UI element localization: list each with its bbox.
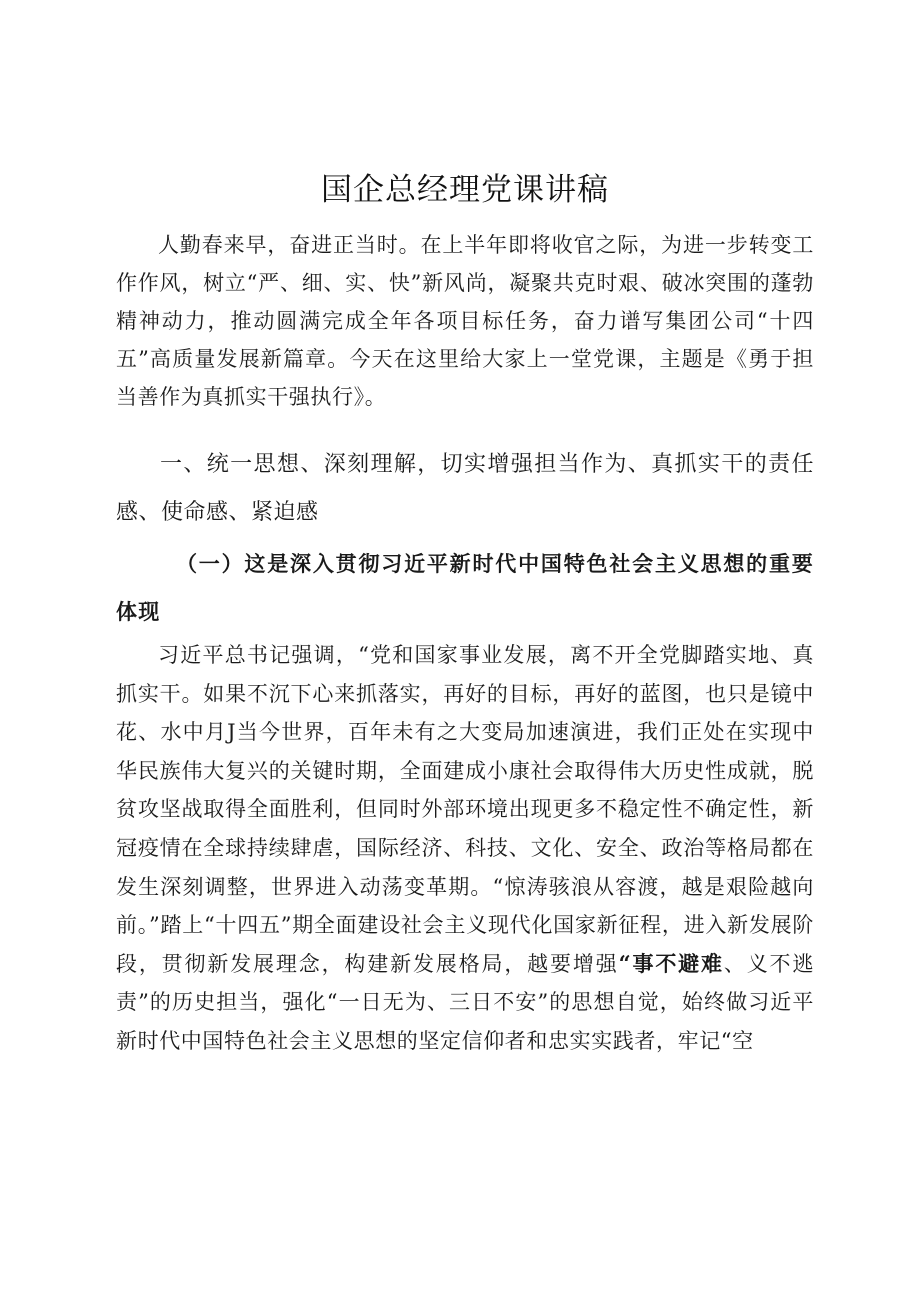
document-title: 国企总经理党课讲稿 [321,172,609,208]
subsection-heading-1: （一）这是深入贯彻习近平新时代中国特色社会主义思想的重要体现 [116,551,814,624]
body-text-part-1: 习近平总书记强调，“党和国家事业发展，离不开全党脚踏实地、真抓实干。如果不沉下心来抓落实，再好的目标，再好的蓝图，也只是镜中花、水中月J当今世界，百年未有之大变局加速演进，我们正处在实现中华民族伟大复兴的关键时期，全面建成小康社会取得伟大历史性成就，脱贫攻坚战取得全面胜利，但同时外部环境出现更多不稳定性不确定性，新冠疫情在全球持续肆虐，国际经济、科技、文化、安全、政治等格局都在发生深刻调整，世界进入动荡变革期。“惊涛骇浪从容渡，越是艰险越向前。”踏上“十四五”期全面建设社会主义现代化国家新征程，进入新发展阶段，贯彻新发展理念，构建新发展格局，越要增强 [116,643,814,976]
intro-paragraph: 人勤春来早，奋进正当时。在上半年即将收官之际，为进一步转变工作作风，树立“严、细、实、快”新风尚，凝聚共克时艰、破冰突围的蓬勃精神动力，推动圆满完成全年各项目标任务，奋力谱写集团公司“十四五”高质量发展新篇章。今天在这里给大家上一堂党课，主题是《勇于担当善作为真抓实干强执行》。 [116,233,814,409]
body-text-emphasis: “事不避难 [618,950,724,976]
section-heading-1: 一、统一思想、深刻理解，切实增强担当作为、真抓实干的责任感、使命感、紧迫感 [116,452,814,525]
body-text-part-2: 、义不逃责”的历史担当，强化“一日无为、三日不安”的思想自觉，始终做习近平新时代中国特色社会主义思想的坚定信仰者和忠实实践者，牢记“空 [116,951,814,1053]
body-paragraph [116,636,814,1061]
